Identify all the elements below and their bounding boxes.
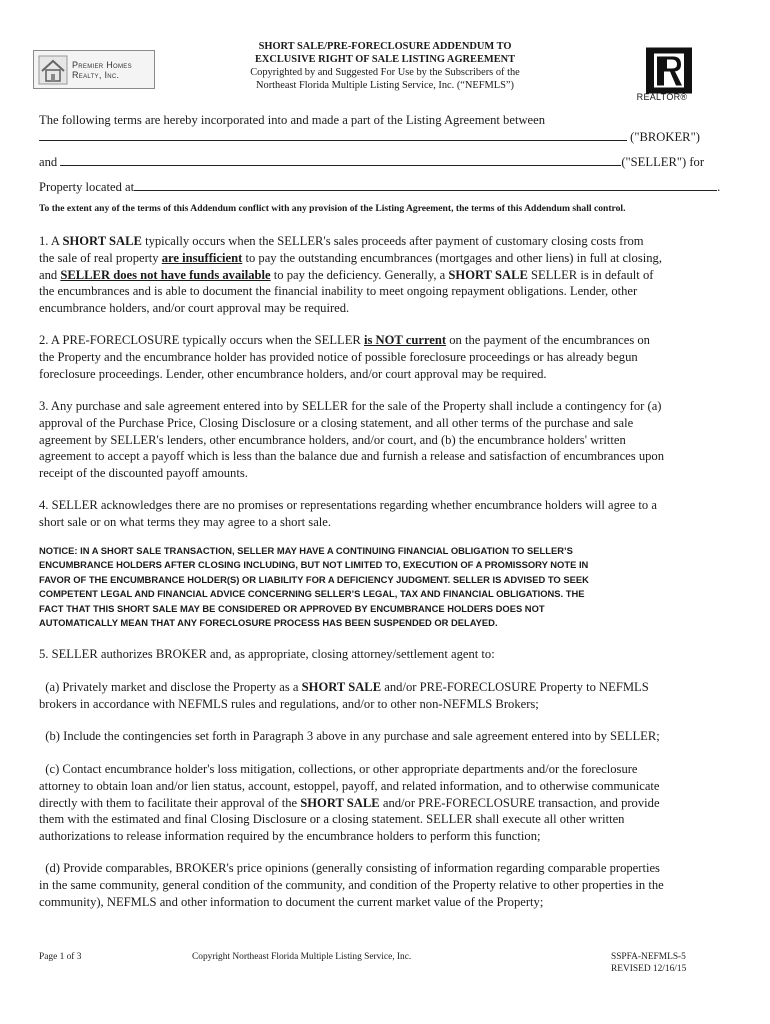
- p5c-text: and/or PRE-FORECLOSURE transaction, and provide: [379, 795, 660, 810]
- paragraph-5d: [39, 860, 739, 910]
- p5c-text: directly with them to facilitate their approval of the: [39, 795, 301, 810]
- paragraph-1: [39, 233, 739, 317]
- house-logo-icon: [38, 55, 68, 85]
- property-label: Property located at: [39, 180, 135, 194]
- p1-seller-no-funds: SELLER does not have funds available: [60, 267, 271, 282]
- p2-text: on the payment of the encumbrances on: [446, 333, 650, 347]
- p1-short-sale: SHORT SALE: [448, 267, 528, 282]
- logo-text: [72, 60, 132, 80]
- p5d-line: in the same community, general condition of the community, and condition of the Property relative to other properties in the: [39, 877, 664, 892]
- notice-line: FAVOR OF THE ENCUMBRANCE HOLDER(S) OR LIABILITY FOR A DEFICIENCY JUDGMENT. SELLER IS ADVISED TO SEEK: [39, 573, 589, 585]
- p1-text: the sale of real property: [39, 250, 162, 265]
- paragraph-5a: [39, 679, 739, 713]
- notice-line: FACT THAT THIS SHORT SALE MAY BE CONSIDERED OR APPROVED BY ENCUMBRANCE HOLDERS DOES NOT: [39, 602, 545, 614]
- property-blank-field[interactable]: [134, 178, 717, 191]
- intro-text: The following terms are hereby incorporated into and made a part of the Listing Agreement between: [39, 113, 546, 127]
- p5a-text: and/or PRE-FORECLOSURE Property to NEFMLS: [381, 680, 649, 694]
- header-title-1: SHORT SALE/PRE-FORECLOSURE ADDENDUM TO: [258, 41, 512, 52]
- seller-label: ("SELLER") for: [621, 155, 705, 169]
- p1-text: SELLER is in default of: [527, 267, 654, 282]
- p4-line: short sale or on what terms they may agree to a short sale.: [39, 514, 332, 529]
- paragraph-5c: [39, 761, 739, 845]
- p3-line: agreement by SELLER's lenders, other encumbrance holders, and/or court, and (b) the encumbrance holders' written: [39, 432, 626, 447]
- p2-text: 2. A PRE-FORECLOSURE typically occurs when the SELLER: [39, 333, 364, 347]
- header-title-2: EXCLUSIVE RIGHT OF SALE LISTING AGREEMENT: [254, 54, 516, 65]
- notice-line: NOTICE: IN A SHORT SALE TRANSACTION, SELLER MAY HAVE A CONTINUING FINANCIAL OBLIGATION TO SELLER’S: [39, 545, 573, 556]
- p1-are-insufficient: are insufficient: [161, 250, 243, 265]
- realtor-label: REALTOR®: [636, 92, 688, 102]
- p1-text: the encumbrances and is able to document the financial inability to meet ongoing repayment obligations. Lender, other: [39, 284, 638, 299]
- broker-line: [39, 128, 729, 146]
- p3-line: receipt of the discounted payoff amounts.: [39, 466, 248, 481]
- p1-short-sale: SHORT SALE: [62, 234, 142, 248]
- p1-text: and: [39, 267, 61, 282]
- p1-text: to pay the deficiency. Generally, a: [270, 267, 449, 282]
- paragraph-5b: (b) Include the contingencies set forth in Paragraph 3 above in any purchase and sale agreement entered into by SELLER;: [39, 729, 660, 743]
- p5a-text: brokers in accordance with NEFMLS rules and regulations, and/or to other non-NEFMLS Brokers;: [39, 696, 539, 711]
- p5c-short-sale: SHORT SALE: [300, 795, 380, 810]
- notice-line: ENCUMBRANCE HOLDERS AFTER CLOSING INCLUDING, BUT NOT LIMITED TO, EXECUTION OF A PROMISSORY NOTE IN: [39, 559, 589, 571]
- and-label: and: [39, 155, 58, 169]
- p3-line: approval of the Purchase Price, Closing Disclosure or a closing statement, and all other terms of the purchase and sale: [39, 415, 634, 430]
- p5c-text: attorney to obtain loan and/or lien status, account, estoppel, payoff, and related information, and to otherwise communicate: [39, 778, 660, 793]
- header-sub-1: Copyrighted by and Suggested For Use by the Subscribers of the: [250, 67, 520, 78]
- p5a-text: (a) Privately market and disclose the Property as a: [39, 680, 302, 694]
- footer-revised: REVISED 12/16/15: [611, 964, 687, 974]
- p5d-line: (d) Provide comparables, BROKER's price opinions (generally consisting of information regarding comparable properties: [39, 861, 660, 875]
- logo-line1: Premier Homes: [72, 59, 132, 70]
- paragraph-5: 5. SELLER authorizes BROKER and, as appropriate, closing attorney/settlement agent to:: [39, 647, 495, 661]
- footer-form-id: SSPFA-NEFMLS-5: [611, 952, 686, 962]
- broker-blank-field[interactable]: [39, 128, 627, 141]
- p5d-line: community), NEFMLS and other information to document the current market value of the Property;: [39, 894, 544, 909]
- p5a-short-sale: SHORT SALE: [301, 680, 382, 694]
- p1-text: to pay the outstanding encumbrances (mortgages and other liens) in full at closing,: [242, 250, 662, 265]
- p2-text: foreclosure proceedings. Lender, other encumbrance holders, and/or court approval may be required.: [39, 366, 547, 381]
- paragraph-4: [39, 497, 739, 531]
- p4-line: 4. SELLER acknowledges there are no promises or representations regarding whether encumbrance holders will agree to a: [39, 498, 657, 512]
- p5c-text: (c) Contact encumbrance holder's loss mitigation, collections, or other appropriate departments and/or the foreclosure: [39, 762, 638, 776]
- header-sub-2: Northeast Florida Multiple Listing Service, Inc. (“NEFMLS”): [256, 80, 514, 91]
- p2-is-not-current: is NOT current: [363, 333, 447, 347]
- broker-label: ("BROKER"): [630, 130, 700, 144]
- seller-blank-field[interactable]: [60, 153, 621, 166]
- logo-line2: Realty, Inc.: [72, 69, 120, 80]
- paragraph-2: [39, 332, 739, 382]
- notice-block: [39, 544, 739, 630]
- property-line: Property located at .: [39, 180, 721, 194]
- footer-page-number: Page 1 of 3: [39, 952, 82, 962]
- p1-text: typically occurs when the SELLER's sales proceeds after payment of customary closing costs from: [141, 234, 644, 248]
- document-header: [205, 40, 565, 92]
- footer-copyright: Copyright Northeast Florida Multiple Listing Service, Inc.: [192, 952, 412, 962]
- notice-line: COMPETENT LEGAL AND FINANCIAL ADVICE CONCERNING SELLER’S LEGAL, TAX AND FINANCIAL OBLIGATIONS. THE: [39, 588, 585, 600]
- p5c-text: authorizations to release information required by the encumbrance holders to perform this function;: [39, 829, 541, 844]
- p1-text: 1. A: [39, 234, 63, 248]
- notice-line: AUTOMATICALLY MEAN THAT ANY FORECLOSURE PROCESS HAS BEEN SUSPENDED OR DELAYED.: [39, 617, 498, 629]
- company-logo: [33, 50, 155, 89]
- p1-text: encumbrance holders, and/or court approval may be required.: [39, 301, 350, 316]
- conflict-clause: To the extent any of the terms of this Addendum conflict with any provision of the Listing Agreement, the terms of this Addendum shall control.: [39, 203, 626, 214]
- p3-line: agreement to accept a payoff which is less than the balance due and furnish a release and satisfaction of encumbrances upon: [39, 449, 665, 464]
- p2-text: the Property and the encumbrance holder has provided notice of possible foreclosure proceedings or has already begun: [39, 349, 638, 364]
- p5c-text: them with the estimated and final Closing Disclosure or a closing statement. SELLER shall execute all other written: [39, 812, 625, 827]
- p3-line: 3. Any purchase and sale agreement entered into by SELLER for the sale of the Property shall include a contingency for (a): [39, 399, 662, 413]
- paragraph-3: [39, 398, 739, 482]
- seller-line: [39, 153, 729, 171]
